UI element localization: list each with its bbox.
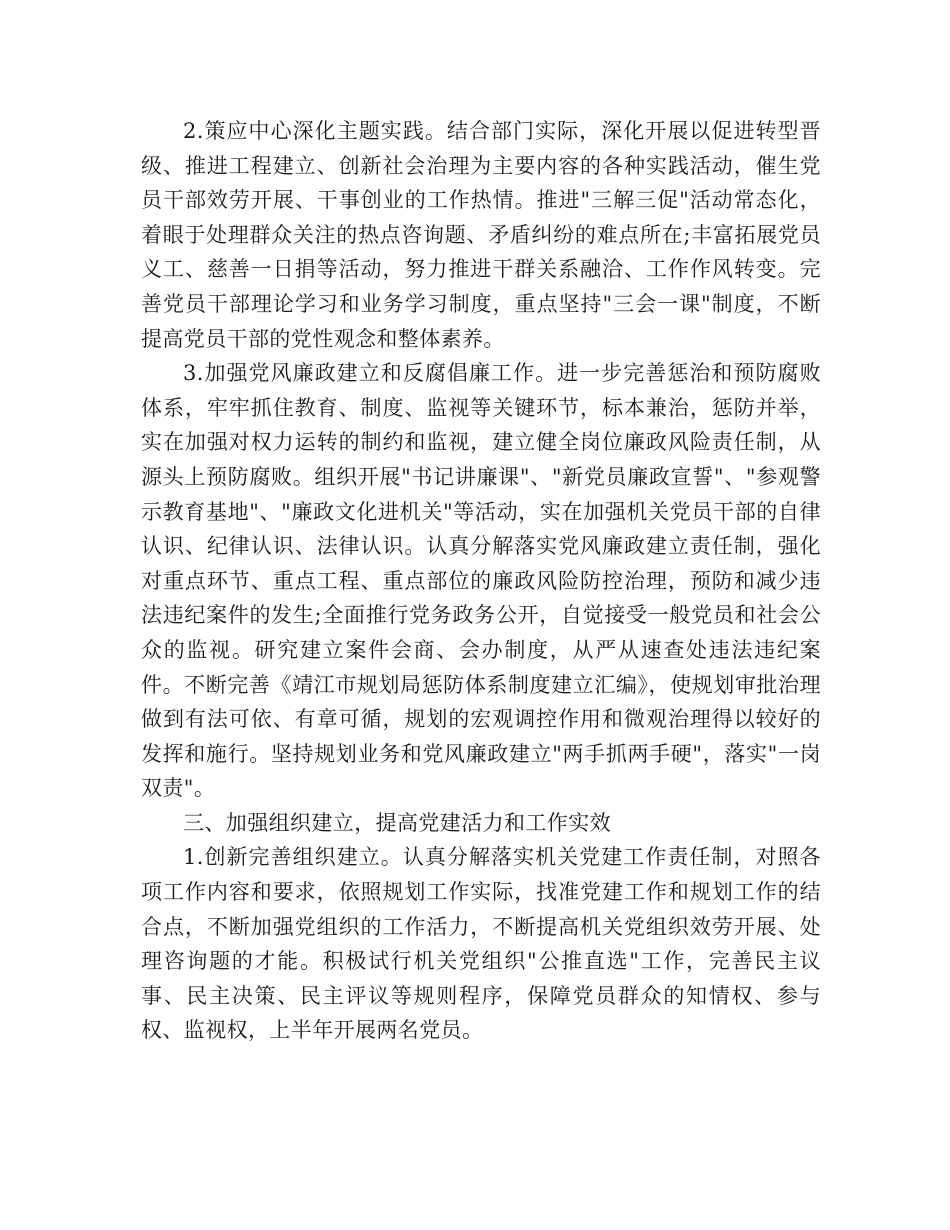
paragraph-party-practice: 2.策应中心深化主题实践。结合部门实际，深化开展以促进转型晋级、推进工程建立、创新社会治理为主要内容的各种实践活动，催生党员干部效劳开展、干事创业的工作热情。推进"三解三促"活动常态化，着眼于处理群众关注的热点咨询题、矛盾纠纷的难点所在;丰富拓展党员义工、慈善一日捐等活动，努力推进干群关系融洽、工作作风转变。完善党员干部理论学习和业务学习制度，重点坚持"三会一课"制度，不断提高党员干部的党性观念和整体素养。: [141, 119, 821, 351]
document-body: [141, 114, 821, 1048]
paragraph-anti-corruption: 3.加强党风廉政建立和反腐倡廉工作。进一步完善惩治和预防腐败体系，牢牢抓住教育、制度、监视等关键环节，标本兼治，惩防并举，实在加强对权力运转的制约和监视，建立健全岗位廉政风险责任制，从源头上预防腐败。组织开展"书记讲廉课"、"新党员廉政宣誓"、"参观警示教育基地"、"廉政文化进机关"等活动，实在加强机关党员干部的自律认识、纪律认识、法律认识。认真分解落实党风廉政建立责任制，强化对重点环节、重点工程、重点部位的廉政风险防控治理，预防和减少违法违纪案件的发生;全面推行党务政务公开，自觉接受一般党员和社会公众的监视。研究建立案件会商、会办制度，从严从速查处违法违纪案件。不断完善《靖江市规划局惩防体系制度建立汇编》，使规划审批治理做到有法可依、有章可循，规划的宏观调控作用和微观治理得以较好的发挥和施行。坚持规划业务和党风廉政建立"两手抓两手硬"，落实"一岗双责"。: [141, 361, 821, 801]
paragraph-organization-building: 1.创新完善组织建立。认真分解落实机关党建工作责任制，对照各项工作内容和要求，依照规划工作实际，找准党建工作和规划工作的结合点，不断加强党组织的工作活力，不断提高机关党组织效劳开展、处理咨询题的才能。积极试行机关党组织"公推直选"工作，完善民主议事、民主决策、民主评议等规则程序，保障党员群众的知情权、参与权、监视权，上半年开展两名党员。: [141, 845, 821, 1043]
section-heading-organization: 三、加强组织建立，提高党建活力和工作实效: [183, 810, 611, 835]
